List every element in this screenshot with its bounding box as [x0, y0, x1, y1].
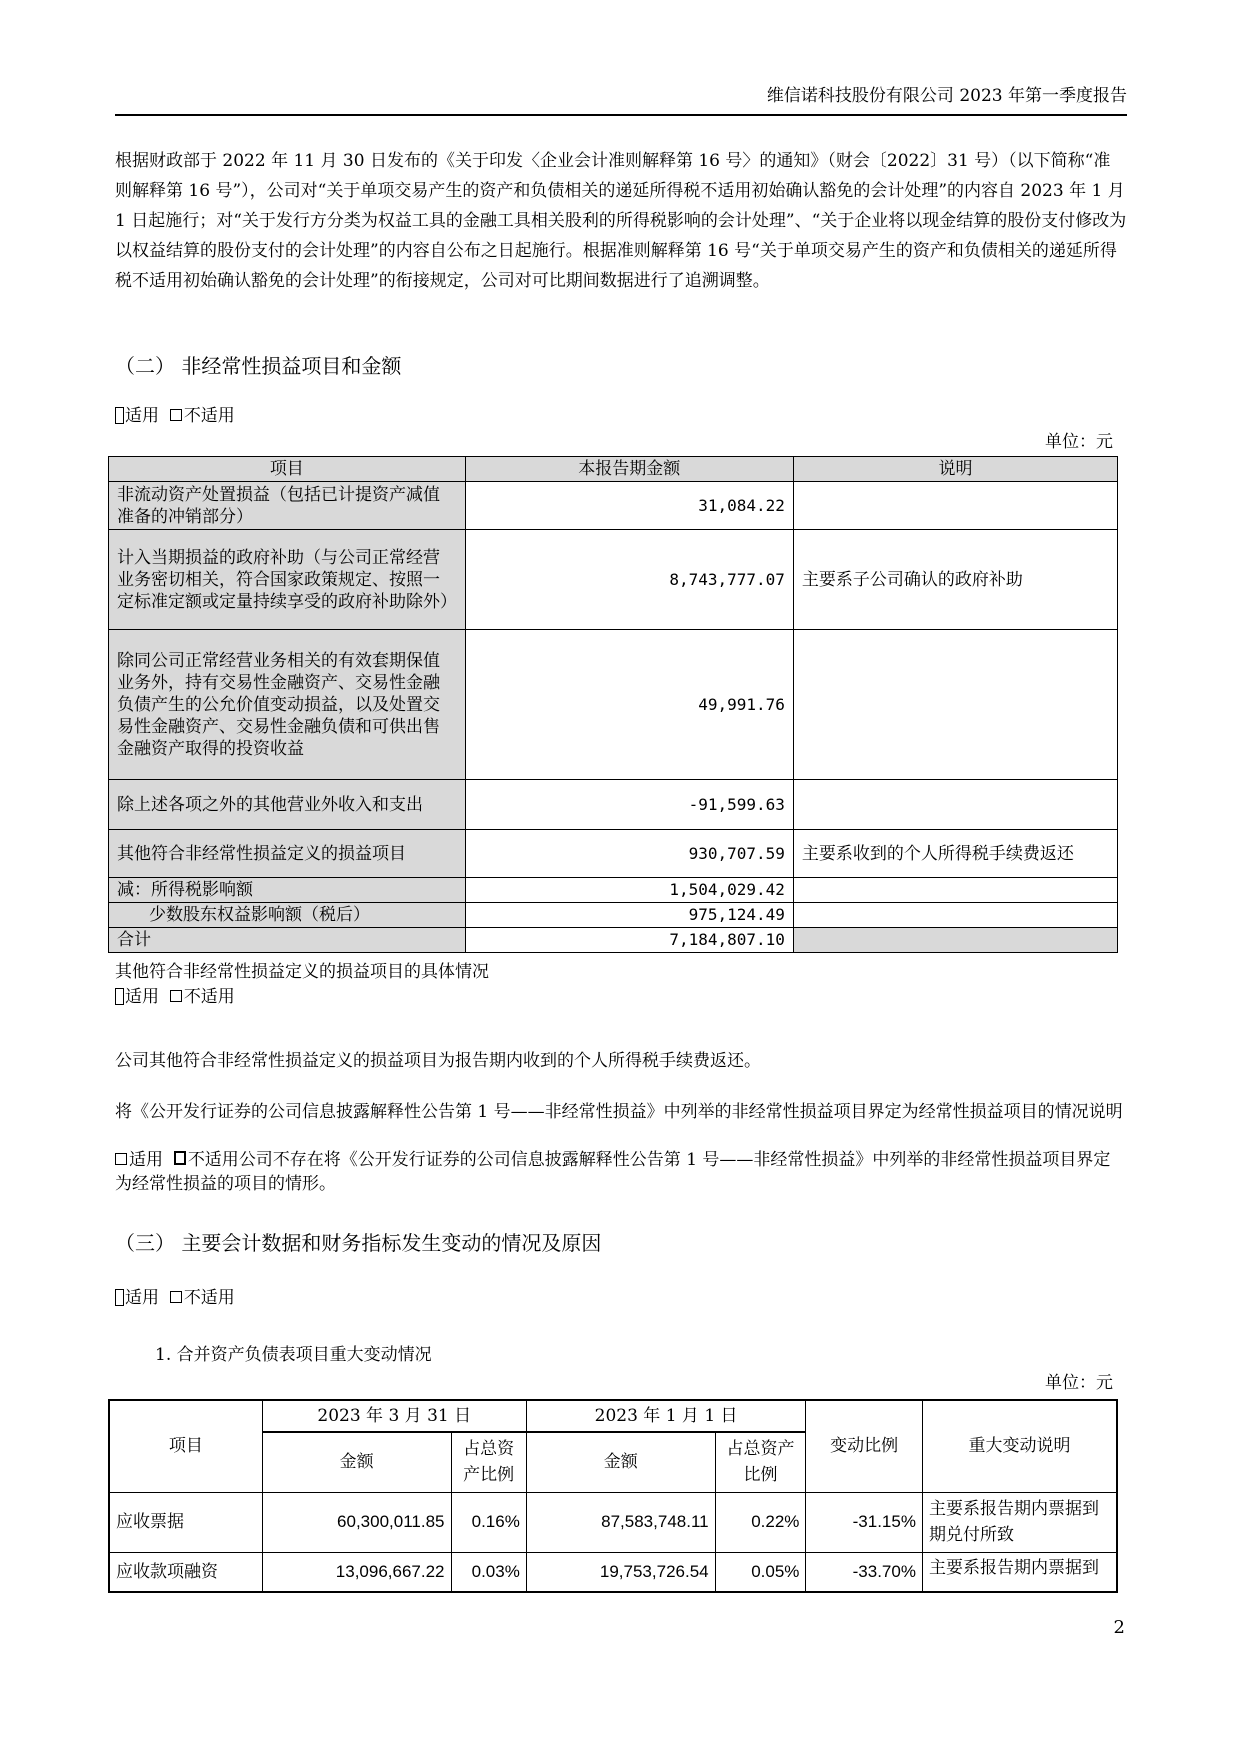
column-header: 项目 — [109, 457, 466, 482]
table-row — [109, 903, 1118, 928]
column-header: 2023 年 1 月 1 日 — [526, 1400, 806, 1432]
row-amount: 930,707.59 — [465, 830, 793, 878]
row-item: 减：所得税影响额 — [109, 878, 466, 903]
section-3-title: （三） 主要会计数据和财务指标发生变动的情况及原因 — [115, 1231, 602, 1255]
row-amount-2: 87,583,748.11 — [526, 1492, 715, 1552]
column-header: 占总资产比例 — [451, 1432, 526, 1492]
other-items-label: 其他符合非经常性损益定义的损益项目的具体情况 — [115, 962, 489, 982]
column-header: 金额 — [526, 1432, 715, 1492]
row-amount-1: 13,096,667.22 — [262, 1552, 451, 1592]
intro-paragraph: 根据财政部于 2022 年 11 月 30 日发布的《关于印发〈企业会计准则解释第 16 号〉的通知》（财会〔2022〕31 号）（以下简称“准则解释第 16 号”），公司对“关于单项交易产生的资产和负债相关的递延所得税不适用初始确认豁免的会计处理”的内容自 2023 年 1 月 1 日起施行；对“关于发行方分类为权益工具的金融工具相关股利的所得税影响的会计处理”、“关于企业将以现金结算的股份支付修改为以权益结算的股份支付的会计处理”的内容自公布之日起施行。根据准则解释第 16 号“关于单项交易产生的资产和负债相关的递延所得税不适用初始确认豁免的会计处理”的衔接规定，公司对可比期间数据进行了追溯调整。 — [115, 151, 1127, 291]
row-note: 主要系报告期内票据到 — [922, 1552, 1117, 1592]
reclass-label: 将《公开发行证券的公司信息披露解释性公告第 1 号——非经常性损益》中列举的非经常性损益项目界定为经常性损益项目的情况说明 — [115, 1102, 1123, 1122]
empty-box-icon — [170, 990, 182, 1002]
row-item: 应收票据 — [109, 1492, 262, 1552]
row-note: 主要系子公司确认的政府补助 — [793, 530, 1117, 630]
row-amount: -91,599.63 — [465, 780, 793, 830]
header-rule — [115, 114, 1127, 116]
row-amount-1: 60,300,011.85 — [262, 1492, 451, 1552]
checked-box-icon — [115, 1289, 124, 1306]
row-item: 其他符合非经常性损益定义的损益项目 — [109, 830, 466, 878]
row-amount: 8,743,777.07 — [465, 530, 793, 630]
column-header: 本报告期金额 — [465, 457, 793, 482]
row-item: 除上述各项之外的其他营业外收入和支出 — [109, 780, 466, 830]
column-header: 说明 — [793, 457, 1117, 482]
page-number: 2 — [1113, 1617, 1125, 1638]
row-item: 除同公司正常经营业务相关的有效套期保值业务外，持有交易性金融资产、交易性金融负债产生的公允价值变动损益，以及处置交易性金融资产、交易性金融负债和可供出售金融资产取得的投资收益 — [109, 630, 466, 780]
column-header: 项目 — [109, 1400, 262, 1492]
table-row — [109, 630, 1118, 780]
row-note — [793, 928, 1117, 953]
row-item: 应收款项融资 — [109, 1552, 262, 1592]
column-header: 重大变动说明 — [922, 1400, 1117, 1492]
row-item: 合计 — [109, 928, 466, 953]
row-ratio-2: 0.22% — [715, 1492, 806, 1552]
column-header: 金额 — [262, 1432, 451, 1492]
reclass-statement: 适用 不适用公司不存在将《公开发行证券的公司信息披露解释性公告第 1 号——非经常性损益》中列举的非经常性损益项目界定为经常性损益的项目的情形。 — [115, 1150, 1111, 1194]
checked-box-icon — [115, 407, 124, 424]
empty-box-icon — [170, 409, 182, 421]
row-ratio-1: 0.03% — [451, 1552, 526, 1592]
column-header: 变动比例 — [806, 1400, 923, 1492]
row-ratio-1: 0.16% — [451, 1492, 526, 1552]
row-note — [793, 903, 1117, 928]
row-note: 主要系报告期内票据到期兑付所致 — [922, 1492, 1117, 1552]
column-header: 2023 年 3 月 31 日 — [262, 1400, 526, 1432]
table-header-row — [109, 457, 1118, 482]
row-item: 少数股东权益影响额（税后） — [109, 903, 466, 928]
row-amount: 1,504,029.42 — [465, 878, 793, 903]
row-change: -33.70% — [806, 1552, 923, 1592]
non-recurring-gains-table — [108, 456, 1118, 953]
table-header-row — [109, 1400, 1117, 1432]
row-note — [793, 878, 1117, 903]
table-row — [109, 530, 1118, 630]
table-row — [109, 1492, 1117, 1552]
row-item: 计入当期损益的政府补助（与公司正常经营业务密切相关，符合国家政策规定、按照一定标准定额或定量持续享受的政府补助除外） — [109, 530, 466, 630]
page-header: 维信诺科技股份有限公司 2023 年第一季度报告 — [766, 86, 1127, 106]
row-note — [793, 630, 1117, 780]
other-items-text: 公司其他符合非经常性损益定义的损益项目为报告期内收到的个人所得税手续费返还。 — [115, 1051, 761, 1071]
unit-label: 单位：元 — [1045, 1373, 1113, 1393]
table-row-total — [109, 928, 1118, 953]
table-row — [109, 482, 1118, 530]
column-header: 占总资产比例 — [715, 1432, 806, 1492]
subsection-title: 1. 合并资产负债表项目重大变动情况 — [155, 1345, 432, 1365]
row-note — [793, 482, 1117, 530]
empty-box-icon — [170, 1291, 182, 1303]
table-row — [109, 780, 1118, 830]
row-amount: 975,124.49 — [465, 903, 793, 928]
row-amount: 31,084.22 — [465, 482, 793, 530]
checked-box-icon — [174, 1151, 186, 1165]
table-row — [109, 830, 1118, 878]
section-2-applicability: 适用 不适用 — [115, 405, 235, 427]
row-amount-2: 19,753,726.54 — [526, 1552, 715, 1592]
table-row — [109, 878, 1118, 903]
section-3-applicability: 适用 不适用 — [115, 1287, 235, 1309]
row-item: 非流动资产处置损益（包括已计提资产减值准备的冲销部分） — [109, 482, 466, 530]
row-change: -31.15% — [806, 1492, 923, 1552]
table-row — [109, 1552, 1117, 1592]
row-amount: 49,991.76 — [465, 630, 793, 780]
checked-box-icon — [115, 988, 124, 1005]
row-note: 主要系收到的个人所得税手续费返还 — [793, 830, 1117, 878]
unit-label: 单位：元 — [1045, 432, 1113, 452]
row-ratio-2: 0.05% — [715, 1552, 806, 1592]
balance-sheet-changes-table — [108, 1399, 1118, 1593]
section-2-title: （二） 非经常性损益项目和金额 — [115, 354, 402, 378]
empty-box-icon — [115, 1153, 127, 1165]
other-items-applicability: 适用 不适用 — [115, 986, 235, 1008]
row-amount: 7,184,807.10 — [465, 928, 793, 953]
row-note — [793, 780, 1117, 830]
